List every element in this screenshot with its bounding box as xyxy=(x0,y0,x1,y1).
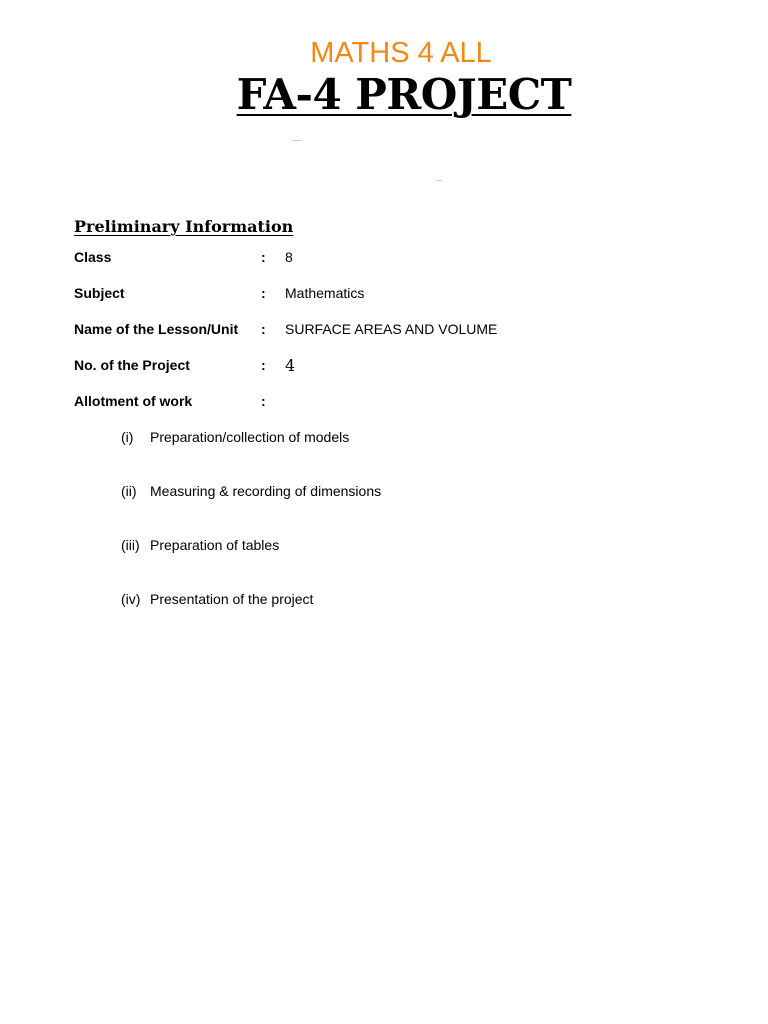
document-title xyxy=(0,70,768,120)
field-label: No. of the Project xyxy=(74,357,190,373)
field-label: Subject xyxy=(74,285,125,301)
field-colon: : xyxy=(261,357,266,373)
field-value: SURFACE AREAS AND VOLUME xyxy=(285,321,498,337)
field-colon: : xyxy=(261,249,266,265)
work-item-text: Measuring & recording of dimensions xyxy=(150,483,382,499)
work-item-number: (ii) xyxy=(121,483,137,499)
brand-title: MATHS 4 ALL xyxy=(310,37,492,69)
work-item-text: Preparation of tables xyxy=(150,537,280,553)
work-item-number: (iii) xyxy=(121,537,140,553)
scan-artifact xyxy=(292,140,302,141)
field-colon: : xyxy=(261,321,266,337)
field-colon: : xyxy=(261,393,266,409)
document-title-text: FA-4 PROJECT xyxy=(236,70,572,119)
field-label: Class xyxy=(74,249,112,265)
section-heading: Preliminary Information xyxy=(74,217,294,236)
scan-artifact xyxy=(436,180,442,181)
work-item-number: (i) xyxy=(121,429,134,445)
work-item-number: (iv) xyxy=(121,591,141,607)
work-item-text: Presentation of the project xyxy=(150,591,314,607)
field-value: Mathematics xyxy=(285,285,365,301)
work-item-text: Preparation/collection of models xyxy=(150,429,350,445)
field-value: 8 xyxy=(285,249,293,265)
field-colon: : xyxy=(261,285,266,301)
field-label: Name of the Lesson/Unit xyxy=(74,321,239,337)
field-label: Allotment of work xyxy=(74,393,193,409)
field-value: 4 xyxy=(285,356,296,375)
